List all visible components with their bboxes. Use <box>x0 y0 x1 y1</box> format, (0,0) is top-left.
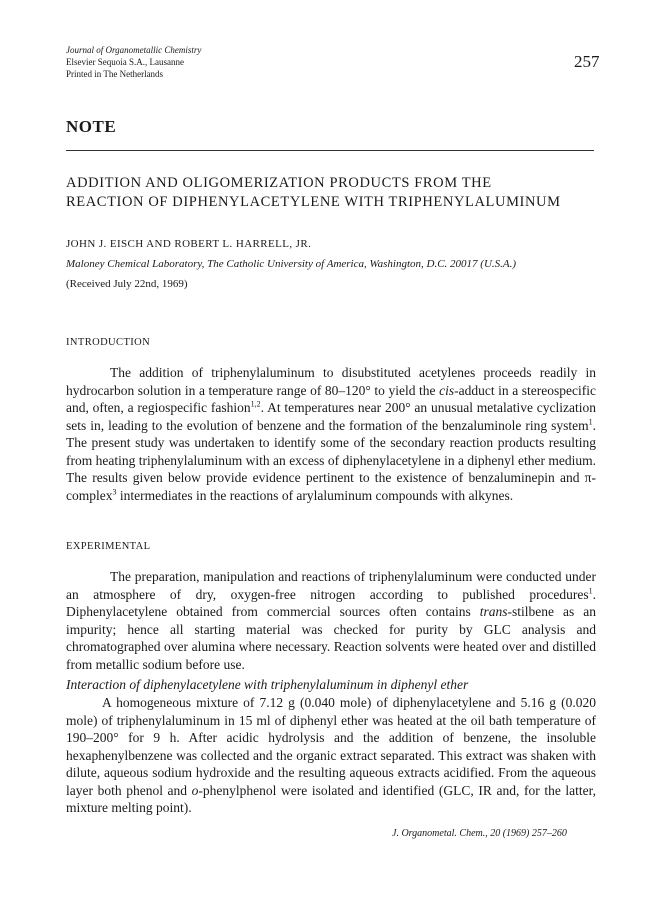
experimental-heading: EXPERIMENTAL <box>66 541 151 552</box>
publisher: Elsevier Sequoia S.A., Lausanne <box>66 57 184 67</box>
introduction-paragraph: The addition of triphenylaluminum to disubstituted acetylenes proceeds readily in hydrocarbon solution in a temperature range of 80–120° to yield the cis-adduct in a stereospecific and, often, a regiospecific fashion$^{1,2}$. At temperatures near 200° an unusual metalative cyclization sets in, leading to the evolution of benzene and the formation of the benzaluminole ring system$^1$. The present study was undertaken to identify some of the secondary reaction products resulting from heating triphenylaluminum with an excess of diphenylacetylene in a diphenyl ether medium. The results given below provide evidence pertinent to the existence of benzaluminepin and π-complex$^3$ intermediates in the reactions of arylaluminum compounds with alkynes. <box>66 365 596 503</box>
journal-name: Journal of Organometallic Chemistry <box>66 45 202 55</box>
introduction-heading: INTRODUCTION <box>66 337 151 348</box>
interaction-paragraph: A homogeneous mixture of 7.12 g (0.040 mole) of diphenylacetylene and 5.16 g (0.020 mole) of triphenylaluminum in 15 ml of diphenyl ether was heated at the oil bath temperature of 190–200° for 9 h. After acidic hydrolysis and the addition of benzene, the insoluble hexaphenylbenzene was collected and the organic extract separated. This extract was shaken with dilute, aqueous sodium hydroxide and the resulting aqueous extracts acidified. From the aqueous layer both phenol and o-phenylphenol were isolated and identified (GLC, IR and, for the latter, mixture melting point). <box>66 695 596 815</box>
authors: JOHN J. EISCH AND ROBERT L. HARRELL, JR. <box>66 238 312 250</box>
paper-title <box>66 174 606 212</box>
title-line-1: ADDITION AND OLIGOMERIZATION PRODUCTS FROM THE <box>66 175 492 191</box>
received-date: (Received July 22nd, 1969) <box>66 278 188 290</box>
title-line-2: REACTION OF DIPHENYLACETYLENE WITH TRIPHENYLALUMINUM <box>66 194 561 210</box>
printed-location: Printed in The Netherlands <box>66 69 164 79</box>
affiliation: Maloney Chemical Laboratory, The Catholic University of America, Washington, D.C. 20017 (U.S.A.) <box>66 258 517 270</box>
page-number: 257 <box>574 52 600 71</box>
note-label: NOTE <box>66 117 117 136</box>
journal-header <box>66 44 201 80</box>
interaction-subheading: Interaction of diphenylacetylene with triphenylaluminum in diphenyl ether <box>66 677 469 692</box>
footer-citation: J. Organometal. Chem., 20 (1969) 257–260 <box>392 828 567 839</box>
experimental-paragraph: The preparation, manipulation and reactions of triphenylaluminum were conducted under an atmosphere of dry, oxygen-free nitrogen according to published procedures$^1$. Diphenylacetylene obtained from commercial sources often contains trans-stilbene as an impurity; hence all starting material was checked for purity by GLC analysis and chromatographed over alumina where necessary. Reaction solvents were heated over and distilled from metallic sodium before use. <box>66 569 596 672</box>
header-rule <box>66 150 594 151</box>
